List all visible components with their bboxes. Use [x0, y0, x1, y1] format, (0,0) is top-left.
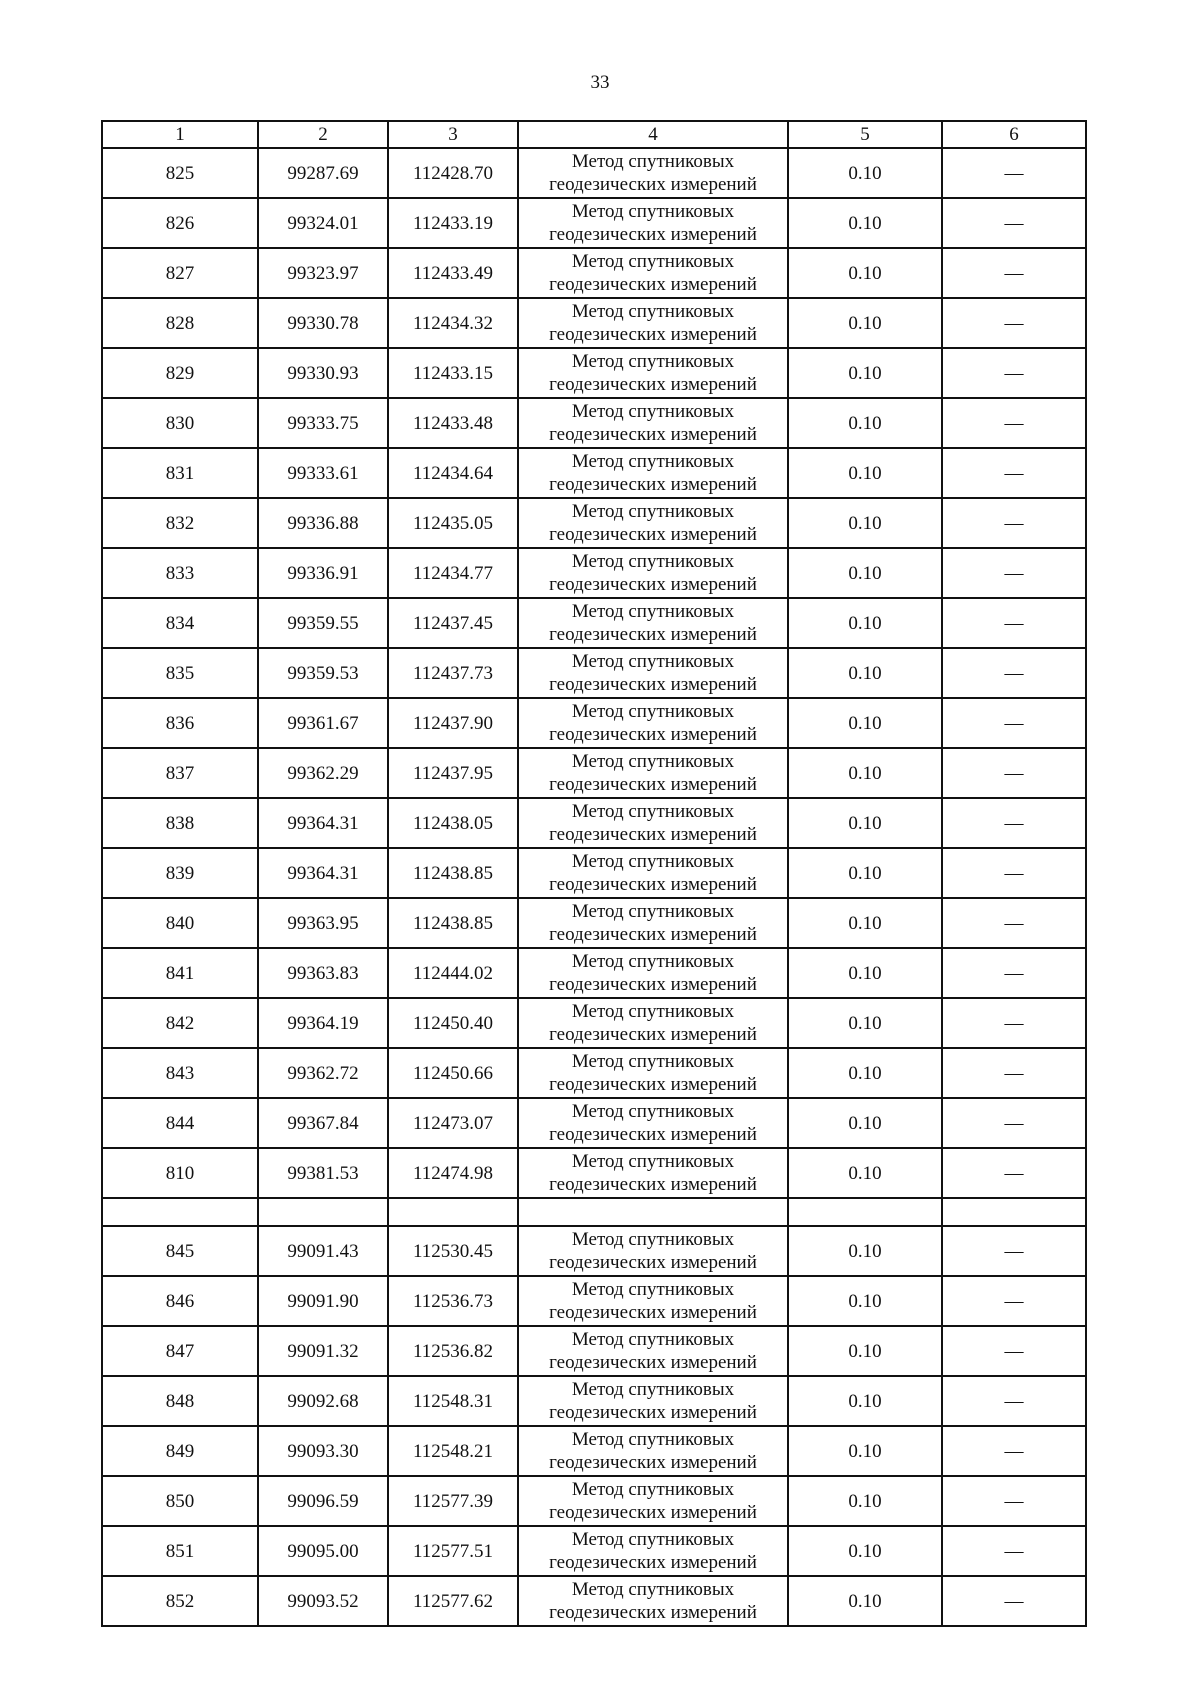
method-cell: Метод спутниковых геодезических измерений: [518, 248, 788, 298]
table-row: [102, 1326, 1086, 1376]
accuracy-cell: 0.10: [788, 748, 942, 798]
note-cell: —: [942, 1426, 1086, 1476]
y-coordinate-cell: 112438.05: [388, 798, 518, 848]
point-number-cell: 852: [102, 1576, 258, 1626]
y-coordinate-cell: 112437.95: [388, 748, 518, 798]
header-cell: 2: [258, 121, 388, 148]
point-number-cell: 834: [102, 598, 258, 648]
table-row: [102, 1476, 1086, 1526]
point-number-cell: 835: [102, 648, 258, 698]
point-number-cell: 844: [102, 1098, 258, 1148]
accuracy-cell: 0.10: [788, 148, 942, 198]
accuracy-cell: 0.10: [788, 348, 942, 398]
method-cell: Метод спутниковых геодезических измерений: [518, 498, 788, 548]
method-cell: Метод спутниковых геодезических измерений: [518, 398, 788, 448]
point-number-cell: 837: [102, 748, 258, 798]
note-cell: —: [942, 598, 1086, 648]
accuracy-cell: 0.10: [788, 298, 942, 348]
note-cell: —: [942, 798, 1086, 848]
note-cell: —: [942, 648, 1086, 698]
accuracy-cell: 0.10: [788, 1576, 942, 1626]
table-row: [102, 1148, 1086, 1198]
method-cell: Метод спутниковых геодезических измерений: [518, 1376, 788, 1426]
point-number-cell: 838: [102, 798, 258, 848]
note-cell: —: [942, 298, 1086, 348]
accuracy-cell: 0.10: [788, 248, 942, 298]
method-cell: Метод спутниковых геодезических измерений: [518, 198, 788, 248]
accuracy-cell: 0.10: [788, 648, 942, 698]
point-number-cell: 845: [102, 1226, 258, 1276]
table-row: [102, 948, 1086, 998]
y-coordinate-cell: 112444.02: [388, 948, 518, 998]
note-cell: —: [942, 148, 1086, 198]
note-cell: —: [942, 1148, 1086, 1198]
x-coordinate-cell: 99093.52: [258, 1576, 388, 1626]
accuracy-cell: 0.10: [788, 1426, 942, 1476]
point-number-cell: 833: [102, 548, 258, 598]
method-cell: Метод спутниковых геодезических измерений: [518, 348, 788, 398]
point-number-cell: 836: [102, 698, 258, 748]
accuracy-cell: 0.10: [788, 798, 942, 848]
note-cell: [942, 1198, 1086, 1226]
header-cell: 4: [518, 121, 788, 148]
table-row: [102, 1098, 1086, 1148]
x-coordinate-cell: 99359.55: [258, 598, 388, 648]
note-cell: —: [942, 998, 1086, 1048]
table-row: [102, 598, 1086, 648]
note-cell: —: [942, 448, 1086, 498]
point-number-cell: 810: [102, 1148, 258, 1198]
point-number-cell: 849: [102, 1426, 258, 1476]
x-coordinate-cell: 99336.88: [258, 498, 388, 548]
point-number-cell: 847: [102, 1326, 258, 1376]
accuracy-cell: [788, 1198, 942, 1226]
point-number-cell: 829: [102, 348, 258, 398]
point-number-cell: 828: [102, 298, 258, 348]
x-coordinate-cell: 99324.01: [258, 198, 388, 248]
y-coordinate-cell: [388, 1198, 518, 1226]
method-cell: Метод спутниковых геодезических измерений: [518, 298, 788, 348]
table-row: [102, 1226, 1086, 1276]
point-number-cell: 831: [102, 448, 258, 498]
x-coordinate-cell: 99330.93: [258, 348, 388, 398]
y-coordinate-cell: 112474.98: [388, 1148, 518, 1198]
note-cell: —: [942, 1376, 1086, 1426]
note-cell: —: [942, 1576, 1086, 1626]
x-coordinate-cell: 99323.97: [258, 248, 388, 298]
point-number-cell: 841: [102, 948, 258, 998]
x-coordinate-cell: 99362.29: [258, 748, 388, 798]
separator-row: [102, 1198, 1086, 1226]
note-cell: —: [942, 498, 1086, 548]
method-cell: Метод спутниковых геодезических измерений: [518, 898, 788, 948]
point-number-cell: 846: [102, 1276, 258, 1326]
accuracy-cell: 0.10: [788, 948, 942, 998]
x-coordinate-cell: 99367.84: [258, 1098, 388, 1148]
method-cell: [518, 1198, 788, 1226]
table-row: [102, 1276, 1086, 1326]
method-cell: Метод спутниковых геодезических измерений: [518, 648, 788, 698]
accuracy-cell: 0.10: [788, 1326, 942, 1376]
accuracy-cell: 0.10: [788, 848, 942, 898]
y-coordinate-cell: 112473.07: [388, 1098, 518, 1148]
accuracy-cell: 0.10: [788, 498, 942, 548]
x-coordinate-cell: 99363.95: [258, 898, 388, 948]
x-coordinate-cell: 99333.75: [258, 398, 388, 448]
accuracy-cell: 0.10: [788, 398, 942, 448]
accuracy-cell: 0.10: [788, 1276, 942, 1326]
method-cell: Метод спутниковых геодезических измерений: [518, 1276, 788, 1326]
point-number-cell: 843: [102, 1048, 258, 1098]
table-row: [102, 1526, 1086, 1576]
note-cell: —: [942, 1276, 1086, 1326]
method-cell: Метод спутниковых геодезических измерений: [518, 598, 788, 648]
table-row: [102, 348, 1086, 398]
x-coordinate-cell: 99359.53: [258, 648, 388, 698]
y-coordinate-cell: 112437.90: [388, 698, 518, 748]
y-coordinate-cell: 112434.77: [388, 548, 518, 598]
y-coordinate-cell: 112435.05: [388, 498, 518, 548]
x-coordinate-cell: 99093.30: [258, 1426, 388, 1476]
method-cell: Метод спутниковых геодезических измерений: [518, 1098, 788, 1148]
header-cell: 6: [942, 121, 1086, 148]
table-row: [102, 498, 1086, 548]
method-cell: Метод спутниковых геодезических измерений: [518, 748, 788, 798]
note-cell: —: [942, 748, 1086, 798]
x-coordinate-cell: 99287.69: [258, 148, 388, 198]
y-coordinate-cell: 112536.82: [388, 1326, 518, 1376]
x-coordinate-cell: 99362.72: [258, 1048, 388, 1098]
y-coordinate-cell: 112438.85: [388, 898, 518, 948]
note-cell: —: [942, 698, 1086, 748]
method-cell: Метод спутниковых геодезических измерений: [518, 998, 788, 1048]
note-cell: —: [942, 1526, 1086, 1576]
note-cell: —: [942, 1326, 1086, 1376]
note-cell: —: [942, 398, 1086, 448]
y-coordinate-cell: 112434.64: [388, 448, 518, 498]
note-cell: —: [942, 548, 1086, 598]
y-coordinate-cell: 112433.49: [388, 248, 518, 298]
note-cell: —: [942, 848, 1086, 898]
table-row: [102, 198, 1086, 248]
x-coordinate-cell: 99096.59: [258, 1476, 388, 1526]
method-cell: Метод спутниковых геодезических измерений: [518, 548, 788, 598]
header-cell: 3: [388, 121, 518, 148]
note-cell: —: [942, 198, 1086, 248]
table-row: [102, 448, 1086, 498]
accuracy-cell: 0.10: [788, 1526, 942, 1576]
point-number-cell: 850: [102, 1476, 258, 1526]
method-cell: Метод спутниковых геодезических измерений: [518, 948, 788, 998]
accuracy-cell: 0.10: [788, 1476, 942, 1526]
method-cell: Метод спутниковых геодезических измерений: [518, 698, 788, 748]
accuracy-cell: 0.10: [788, 598, 942, 648]
y-coordinate-cell: 112428.70: [388, 148, 518, 198]
accuracy-cell: 0.10: [788, 1226, 942, 1276]
point-number-cell: 842: [102, 998, 258, 1048]
method-cell: Метод спутниковых геодезических измерений: [518, 1476, 788, 1526]
x-coordinate-cell: 99330.78: [258, 298, 388, 348]
x-coordinate-cell: 99364.19: [258, 998, 388, 1048]
point-number-cell: 848: [102, 1376, 258, 1426]
table-row: [102, 748, 1086, 798]
accuracy-cell: 0.10: [788, 1048, 942, 1098]
y-coordinate-cell: 112438.85: [388, 848, 518, 898]
y-coordinate-cell: 112437.45: [388, 598, 518, 648]
point-number-cell: [102, 1198, 258, 1226]
y-coordinate-cell: 112450.40: [388, 998, 518, 1048]
table-row: [102, 848, 1086, 898]
x-coordinate-cell: 99091.43: [258, 1226, 388, 1276]
y-coordinate-cell: 112577.51: [388, 1526, 518, 1576]
table-row: [102, 1376, 1086, 1426]
method-cell: Метод спутниковых геодезических измерений: [518, 1226, 788, 1276]
y-coordinate-cell: 112577.39: [388, 1476, 518, 1526]
method-cell: Метод спутниковых геодезических измерений: [518, 1576, 788, 1626]
note-cell: —: [942, 1476, 1086, 1526]
method-cell: Метод спутниковых геодезических измерений: [518, 848, 788, 898]
y-coordinate-cell: 112433.15: [388, 348, 518, 398]
table-row: [102, 1048, 1086, 1098]
note-cell: —: [942, 948, 1086, 998]
y-coordinate-cell: 112437.73: [388, 648, 518, 698]
y-coordinate-cell: 112450.66: [388, 1048, 518, 1098]
y-coordinate-cell: 112530.45: [388, 1226, 518, 1276]
point-number-cell: 851: [102, 1526, 258, 1576]
y-coordinate-cell: 112433.19: [388, 198, 518, 248]
method-cell: Метод спутниковых геодезических измерений: [518, 1526, 788, 1576]
accuracy-cell: 0.10: [788, 548, 942, 598]
accuracy-cell: 0.10: [788, 448, 942, 498]
accuracy-cell: 0.10: [788, 698, 942, 748]
point-number-cell: 839: [102, 848, 258, 898]
point-number-cell: 830: [102, 398, 258, 448]
note-cell: —: [942, 1226, 1086, 1276]
table-row: [102, 648, 1086, 698]
method-cell: Метод спутниковых геодезических измерений: [518, 1148, 788, 1198]
accuracy-cell: 0.10: [788, 898, 942, 948]
table-row: [102, 998, 1086, 1048]
accuracy-cell: 0.10: [788, 1148, 942, 1198]
note-cell: —: [942, 1098, 1086, 1148]
x-coordinate-cell: 99336.91: [258, 548, 388, 598]
accuracy-cell: 0.10: [788, 1098, 942, 1148]
y-coordinate-cell: 112433.48: [388, 398, 518, 448]
coordinates-table: [101, 120, 1087, 1627]
method-cell: Метод спутниковых геодезических измерений: [518, 1426, 788, 1476]
table-row: [102, 398, 1086, 448]
point-number-cell: 840: [102, 898, 258, 948]
header-cell: 5: [788, 121, 942, 148]
x-coordinate-cell: [258, 1198, 388, 1226]
table-row: [102, 698, 1086, 748]
x-coordinate-cell: 99363.83: [258, 948, 388, 998]
method-cell: Метод спутниковых геодезических измерений: [518, 1326, 788, 1376]
page-number: 33: [590, 72, 610, 93]
y-coordinate-cell: 112548.31: [388, 1376, 518, 1426]
accuracy-cell: 0.10: [788, 1376, 942, 1426]
accuracy-cell: 0.10: [788, 998, 942, 1048]
point-number-cell: 825: [102, 148, 258, 198]
point-number-cell: 832: [102, 498, 258, 548]
table-row: [102, 248, 1086, 298]
table-body: [102, 121, 1086, 1626]
note-cell: —: [942, 348, 1086, 398]
y-coordinate-cell: 112434.32: [388, 298, 518, 348]
method-cell: Метод спутниковых геодезических измерений: [518, 1048, 788, 1098]
x-coordinate-cell: 99364.31: [258, 848, 388, 898]
table-row: [102, 1576, 1086, 1626]
table-row: [102, 898, 1086, 948]
accuracy-cell: 0.10: [788, 198, 942, 248]
method-cell: Метод спутниковых геодезических измерений: [518, 148, 788, 198]
y-coordinate-cell: 112548.21: [388, 1426, 518, 1476]
point-number-cell: 826: [102, 198, 258, 248]
point-number-cell: 827: [102, 248, 258, 298]
y-coordinate-cell: 112536.73: [388, 1276, 518, 1326]
table-header-row: [102, 121, 1086, 148]
x-coordinate-cell: 99095.00: [258, 1526, 388, 1576]
note-cell: —: [942, 248, 1086, 298]
method-cell: Метод спутниковых геодезических измерений: [518, 448, 788, 498]
table-row: [102, 798, 1086, 848]
y-coordinate-cell: 112577.62: [388, 1576, 518, 1626]
note-cell: —: [942, 898, 1086, 948]
x-coordinate-cell: 99091.32: [258, 1326, 388, 1376]
table-row: [102, 298, 1086, 348]
x-coordinate-cell: 99364.31: [258, 798, 388, 848]
table-row: [102, 548, 1086, 598]
note-cell: —: [942, 1048, 1086, 1098]
x-coordinate-cell: 99381.53: [258, 1148, 388, 1198]
x-coordinate-cell: 99092.68: [258, 1376, 388, 1426]
x-coordinate-cell: 99091.90: [258, 1276, 388, 1326]
header-cell: 1: [102, 121, 258, 148]
x-coordinate-cell: 99361.67: [258, 698, 388, 748]
table-row: [102, 148, 1086, 198]
x-coordinate-cell: 99333.61: [258, 448, 388, 498]
table-row: [102, 1426, 1086, 1476]
method-cell: Метод спутниковых геодезических измерений: [518, 798, 788, 848]
